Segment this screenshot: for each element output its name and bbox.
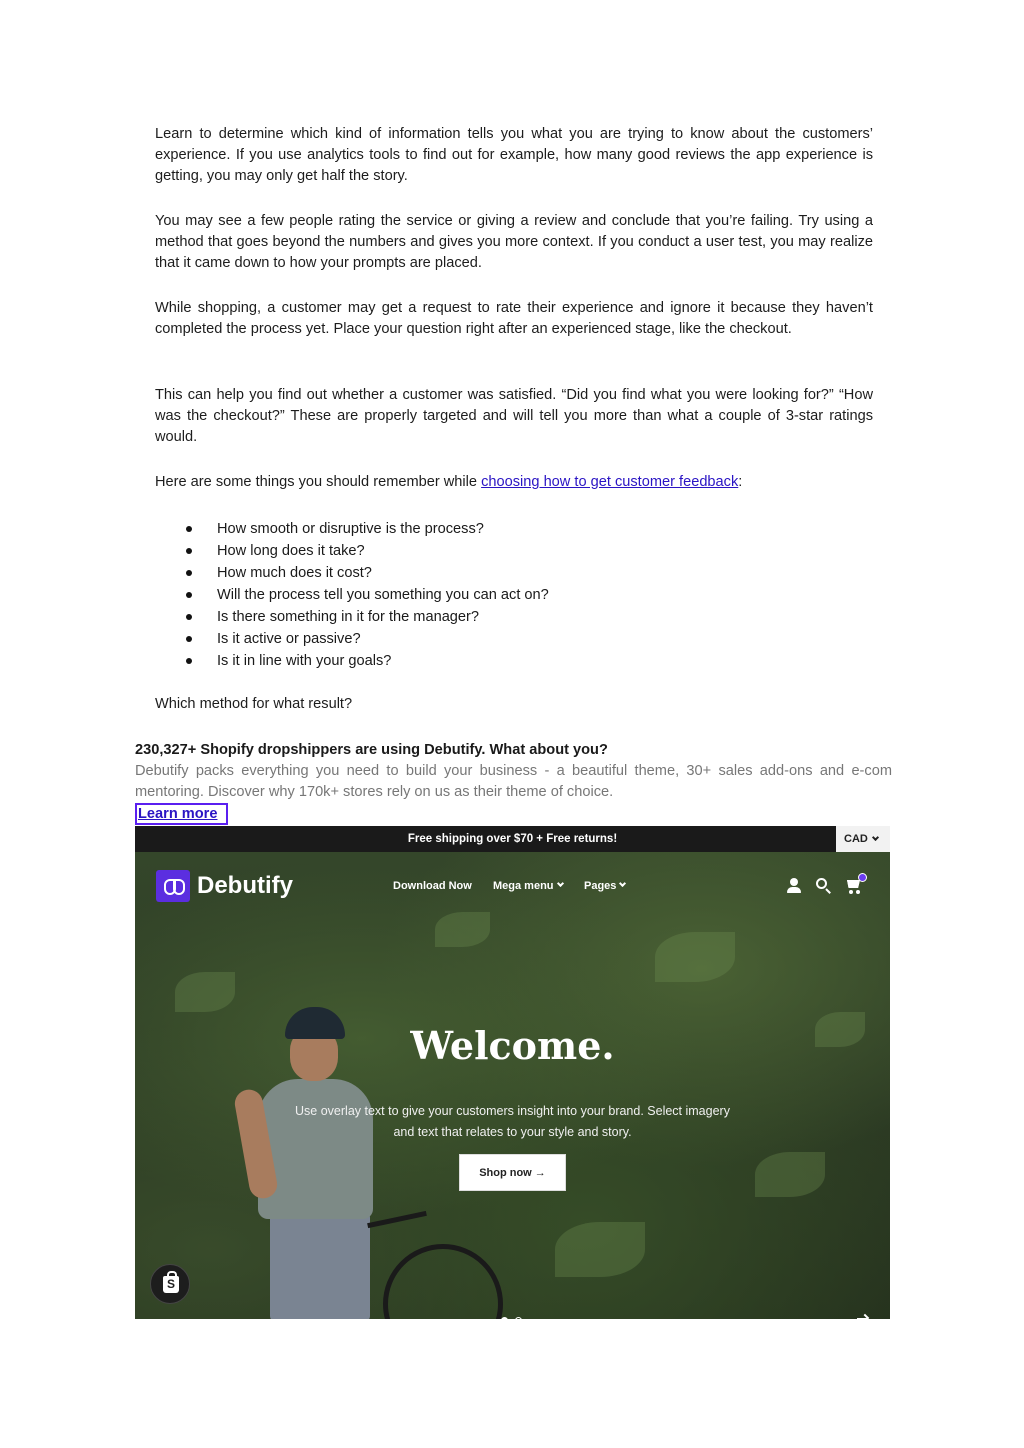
currency-selector[interactable] <box>836 826 890 852</box>
bullet-icon <box>186 548 192 554</box>
list-item-text: Is there something in it for the manager? <box>217 609 480 625</box>
cyclist-legs <box>270 1212 370 1319</box>
list-item-text: How smooth or disruptive is the process? <box>217 521 484 537</box>
bullet-icon <box>186 614 192 620</box>
considerations-list <box>155 518 855 672</box>
list-item <box>155 628 855 650</box>
learn-more-button[interactable]: Learn more <box>135 803 228 825</box>
nav-mega-menu[interactable] <box>493 878 563 894</box>
cart-icon-wheel <box>849 890 853 894</box>
bullet-icon <box>186 636 192 642</box>
nav-pages-label: Pages <box>584 880 617 892</box>
shop-now-button[interactable]: Shop now → <box>459 1154 566 1191</box>
paragraph-remember-prefix: Here are some things you should remember while <box>155 474 482 490</box>
bullet-icon <box>186 658 192 664</box>
customer-feedback-link[interactable]: choosing how to get customer feedback <box>481 474 739 490</box>
hero-title: Welcome. <box>410 1023 615 1068</box>
list-item <box>155 518 855 540</box>
chevron-down-icon <box>619 880 626 887</box>
foliage-decoration <box>555 1222 645 1277</box>
list-item-text: Is it active or passive? <box>217 631 361 647</box>
bullet-icon <box>186 570 192 576</box>
bullet-icon <box>186 526 192 532</box>
list-item <box>155 606 855 628</box>
paragraph-satisfaction: This can help you find out whether a customer was satisfied. “Did you find what you were looking for?” “How was the checkout?” These are properly targeted and will tell you more than what a couple of 3-star ratings would. <box>155 387 873 445</box>
user-icon-body <box>787 887 801 893</box>
list-item-text: Is it in line with your goals? <box>217 653 392 669</box>
paragraph-remember <box>155 472 873 493</box>
cart-badge <box>858 873 867 882</box>
foliage-decoration <box>435 912 490 947</box>
user-icon-head <box>790 878 798 886</box>
search-icon-handle <box>825 888 831 894</box>
cart-icon-wheel <box>856 890 860 894</box>
foliage-decoration <box>755 1152 825 1197</box>
announcement-text: Free shipping over $70 + Free returns! <box>407 833 618 845</box>
cart-icon[interactable] <box>845 876 867 896</box>
list-item <box>155 584 855 606</box>
foliage-decoration <box>655 932 735 982</box>
ad-description: Debutify packs everything you need to build your business - a beautiful theme, 30+ sales add-ons and e-com mentoring. Discover why 170k+ stores rely on us as their theme of choice. <box>135 763 892 800</box>
bullet-icon <box>186 592 192 598</box>
currency-label: CAD <box>844 833 868 845</box>
arrow-right-icon[interactable] <box>857 1313 869 1319</box>
slide-indicator[interactable] <box>515 1317 522 1319</box>
shopify-bag-icon[interactable] <box>150 1264 190 1304</box>
search-icon[interactable] <box>816 878 832 894</box>
foliage-decoration <box>175 972 235 1012</box>
slide-indicator-active[interactable] <box>501 1317 508 1319</box>
arrow-tip <box>861 1314 869 1319</box>
cyclist-torso <box>258 1079 373 1219</box>
list-item <box>155 562 855 584</box>
chevron-down-icon <box>556 880 563 887</box>
list-item-text: Will the process tell you something you can act on? <box>217 587 549 603</box>
list-item <box>155 650 855 672</box>
user-icon[interactable] <box>787 878 801 894</box>
nav-mega-menu-label: Mega menu <box>493 880 554 892</box>
paragraph-analytics: Learn to determine which kind of information tells you what you are trying to know about the customers’ experience. If you use analytics tools to find out for example, how many good reviews the app experience is getting, you may only get half the story. <box>155 126 873 184</box>
debutify-theme-screenshot <box>135 826 890 1319</box>
brand-name[interactable]: Debutify <box>197 872 293 899</box>
paragraph-remember-suffix: : <box>738 474 743 490</box>
nav-download-now[interactable]: Download Now <box>393 880 472 892</box>
paragraph-shopping: While shopping, a customer may get a request to rate their experience and ignore it because they haven’t completed the process yet. Place your question right after an experienced stage, like the checkout. <box>155 300 873 337</box>
list-item-text: How much does it cost? <box>217 565 372 581</box>
cart-icon-basket <box>847 880 860 888</box>
announcement-bar <box>135 826 890 852</box>
chevron-down-icon <box>872 834 879 841</box>
paragraph-user-test: You may see a few people rating the service or giving a review and conclude that you’re failing. Try using a method that goes beyond the numbers and gives you more context. If you conduct a user test, you may realize that it came down to how your prompts are placed. <box>155 213 873 271</box>
paragraph-which-method: Which method for what result? <box>155 696 353 712</box>
search-icon-ring <box>816 878 827 889</box>
hero-subtitle: Use overlay text to give your customers insight into your brand. Select imagery and text that relates to your style and story. <box>295 1104 730 1139</box>
shopify-bag-shape <box>163 1276 179 1293</box>
list-item-text: How long does it take? <box>217 543 365 559</box>
hero-banner <box>135 852 890 1319</box>
debutify-logo-icon[interactable] <box>156 870 190 902</box>
nav-pages[interactable] <box>584 878 625 894</box>
list-item <box>155 540 855 562</box>
ad-title: 230,327+ Shopify dropshippers are using Debutify. What about you? <box>135 742 608 758</box>
